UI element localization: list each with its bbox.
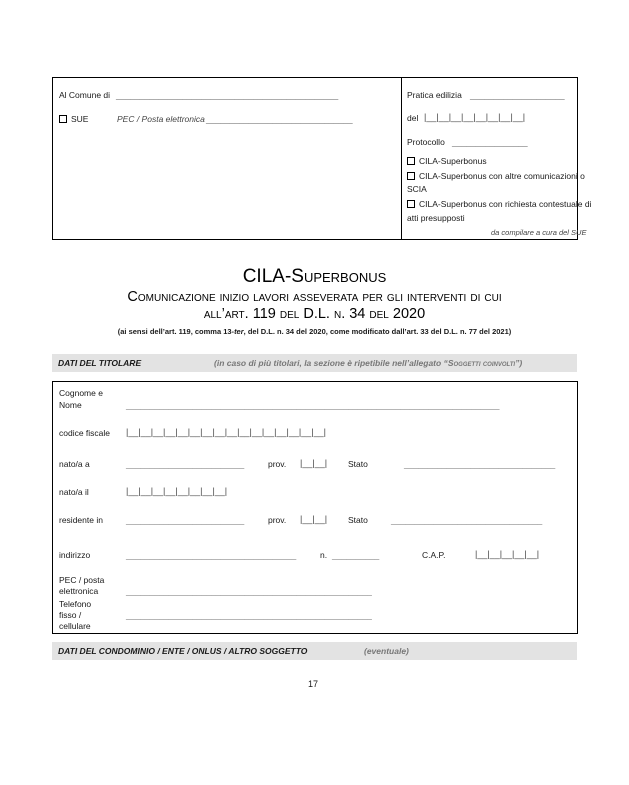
page-number: 17	[308, 679, 319, 689]
nato-il-label: nato/a il	[59, 487, 89, 497]
nato-il-field[interactable]: |__|__|__|__|__|__|__|__|	[126, 486, 228, 496]
tel-field[interactable]: ____________________________________________________	[126, 610, 372, 620]
page-title: CILA-Superbonus	[242, 266, 387, 287]
option-cila-altre-label: CILA-Superbonus con altre comunicazioni o	[419, 171, 585, 181]
option-cila-atti-label: CILA-Superbonus con richiesta contestuale di	[419, 199, 592, 209]
pratica-label: Pratica edilizia	[407, 90, 462, 100]
prov-label-1: prov.	[268, 459, 287, 469]
section-titolare-header	[52, 354, 577, 372]
option-cila-label: CILA-Superbonus	[419, 156, 487, 166]
prov-label-2: prov.	[268, 515, 287, 525]
cf-field[interactable]: |__|__|__|__|__|__|__|__|__|__|__|__|__|__|__|__|	[126, 427, 326, 437]
header-box	[52, 77, 578, 240]
titolare-form-box	[52, 381, 578, 634]
option-cila-atti-cont: atti presupposti	[407, 213, 465, 223]
note-c: ”)	[515, 358, 523, 368]
section-condominio-label: DATI DEL CONDOMINIO / ENTE / ONLUS / ALTRO SOGGETTO	[58, 646, 308, 656]
pec-label-1: PEC / posta	[59, 575, 105, 585]
cf-label: codice fiscale	[59, 428, 111, 438]
section-condominio-note: (eventuale)	[364, 646, 409, 656]
prov-field-1[interactable]: |__|__|	[300, 458, 328, 468]
stato-label-2: Stato	[348, 515, 368, 525]
option-cila-checkbox[interactable]	[407, 157, 415, 165]
option-cila-altre-checkbox[interactable]	[407, 172, 415, 180]
section-condominio-header	[52, 642, 577, 660]
pec-email-field[interactable]: ____________________________________________________	[126, 586, 372, 596]
cognome-field[interactable]: _______________________________________________________________________________	[126, 400, 500, 410]
cognome-label-2: Nome	[59, 400, 82, 410]
nato-a-label: nato/a a	[59, 459, 90, 469]
legal-ref-b: ter	[234, 327, 244, 336]
tel-label-3: cellulare	[59, 621, 91, 631]
legal-ref-c: , del D.L. n. 34 del 2020, come modificato dall’art. 33 del D.L. n. 77 del 2021)	[243, 327, 512, 336]
legal-reference	[0, 327, 629, 336]
sue-checkbox-row[interactable]	[59, 114, 88, 124]
n-label: n.	[320, 550, 328, 560]
tel-label-1: Telefono	[59, 599, 92, 609]
stato-field-2[interactable]: ________________________________	[391, 515, 543, 525]
option-cila-atti-checkbox[interactable]	[407, 200, 415, 208]
residente-label: residente in	[59, 515, 103, 525]
note-a: (in caso di più titolari, la sezione è ripetibile nell’allegato “	[214, 358, 448, 368]
protocollo-field[interactable]: ________________	[452, 137, 528, 147]
stato-field-1[interactable]: ________________________________	[404, 459, 556, 469]
subtitle-line-1: Comunicazione inizio lavori asseverata per gli interventi di cui	[127, 289, 502, 305]
pec-label-2: elettronica	[59, 586, 99, 596]
section-titolare-note	[214, 358, 522, 368]
residente-field[interactable]: _________________________	[126, 515, 245, 525]
stato-label-1: Stato	[348, 459, 368, 469]
cap-label: C.A.P.	[422, 550, 446, 560]
pec-label: PEC / Posta elettronica	[117, 114, 205, 124]
note-b: Soggetti coinvolti	[447, 358, 516, 368]
comune-label: Al Comune di	[59, 90, 111, 100]
subtitle-line-2: all’art. 119 del D.L. n. 34 del 2020	[203, 306, 426, 322]
option-cila-altre-cont: SCIA	[407, 184, 427, 194]
pratica-field[interactable]: ____________________	[470, 90, 565, 100]
nato-a-field[interactable]: _________________________	[126, 459, 245, 469]
sue-label: SUE	[71, 114, 89, 124]
option-cila-atti[interactable]	[407, 199, 591, 209]
del-date-field[interactable]: |__|__|__|__|__|__|__|__|	[424, 112, 526, 122]
del-label: del	[407, 113, 419, 123]
indirizzo-field[interactable]: ____________________________________	[126, 550, 297, 560]
pec-field[interactable]: _______________________________	[206, 114, 353, 124]
header-note: da compilare a cura del SUE	[491, 228, 587, 237]
cap-field[interactable]: |__|__|__|__|__|	[475, 549, 540, 559]
legal-ref-a: (ai sensi dell’art. 119, comma 13-	[117, 327, 235, 336]
prov-field-2[interactable]: |__|__|	[300, 514, 328, 524]
sue-checkbox[interactable]	[59, 115, 67, 123]
option-cila[interactable]	[407, 156, 487, 166]
option-cila-altre[interactable]	[407, 171, 585, 181]
section-titolare-label: DATI DEL TITOLARE	[58, 358, 142, 368]
protocollo-label: Protocollo	[407, 137, 445, 147]
comune-field[interactable]: _______________________________________________	[116, 90, 339, 100]
n-field[interactable]: __________	[332, 550, 380, 560]
tel-label-2: fisso /	[59, 610, 82, 620]
indirizzo-label: indirizzo	[59, 550, 91, 560]
cognome-label-1: Cognome e	[59, 388, 103, 398]
header-divider	[401, 77, 402, 239]
